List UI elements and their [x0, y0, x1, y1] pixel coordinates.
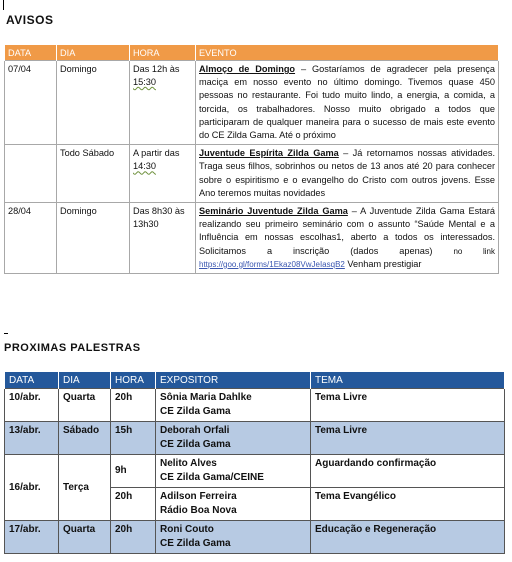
row-time [130, 203, 196, 274]
speaker-center: Rádio Boa Nova [160, 505, 237, 516]
speaker-center: CE Zilda Gama [160, 406, 231, 417]
row-speaker [156, 521, 311, 554]
palestras-header-row [5, 372, 505, 389]
table-row [5, 389, 505, 422]
header-hora: HORA [130, 45, 196, 61]
time-value: 13h30 [133, 219, 159, 230]
table-row [5, 61, 499, 145]
row-day: Sábado [59, 422, 111, 455]
header-dia: DIA [59, 372, 111, 389]
speaker-name: Nelito Alves [160, 458, 217, 469]
header-evento: EVENTO [196, 45, 499, 61]
speaker-center: CE Zilda Gama [160, 439, 231, 450]
table-row [5, 422, 505, 455]
row-theme: Aguardando confirmação [311, 455, 505, 488]
table-row [5, 521, 505, 554]
time-prefix: A partir das [133, 148, 180, 159]
row-day: Quarta [59, 389, 111, 422]
time-prefix: Das 12h às [133, 64, 180, 74]
table-row [5, 203, 499, 274]
row-time: 20h [111, 488, 156, 521]
palestras-title: PROXIMAS PALESTRAS [4, 342, 141, 354]
row-time [130, 145, 196, 203]
row-date [5, 145, 57, 203]
row-theme: Tema Livre [311, 389, 505, 422]
palestras-table [4, 372, 505, 554]
row-time: 9h [111, 455, 156, 488]
table-row [5, 455, 505, 488]
row-event [196, 145, 499, 203]
row-time: 15h [111, 422, 156, 455]
speaker-center: CE Zilda Gama [160, 538, 231, 549]
avisos-title: AVISOS [6, 13, 54, 27]
row-date: 16/abr. [5, 455, 59, 521]
row-event [196, 203, 499, 274]
row-date: 17/abr. [5, 521, 59, 554]
row-date: 10/abr. [5, 389, 59, 422]
row-theme: Educação e Regeneração [311, 521, 505, 554]
event-text: – Gostaríamos de agradecer pela presença maciça em nosso evento no último domingo. Tivemos quase 450 pessoas no restaurante. Foi tudo muito lindo, a energia, a comida, a torcida, os trabalhadores. Nosso muito obrigado a todos que participaram de qualquer maneira para o sucesso de mais este evento do CE Zilda Gama. Até o próximo [199, 64, 495, 141]
row-day: Todo Sábado [57, 145, 130, 203]
row-speaker [156, 389, 311, 422]
separator-mark [4, 333, 8, 334]
row-speaker [156, 488, 311, 521]
row-day: Terça [59, 455, 111, 521]
speaker-center: CE Zilda Gama/CEINE [160, 472, 264, 483]
header-data: DATA [5, 45, 57, 61]
header-hora: HORA [111, 372, 156, 389]
speaker-name: Roni Couto [160, 524, 214, 535]
row-time: 20h [111, 389, 156, 422]
event-title: Juventude Espírita Zilda Gama [199, 148, 339, 159]
table-row [5, 145, 499, 203]
row-event [196, 61, 499, 145]
speaker-name: Sônia Maria Dahlke [160, 392, 252, 403]
time-prefix: Das 8h30 às [133, 206, 185, 217]
speaker-name: Adilson Ferreira [160, 491, 237, 502]
avisos-table [4, 45, 499, 274]
row-time [130, 61, 196, 145]
header-tema: TEMA [311, 372, 505, 389]
event-suffix: Venham prestigiar [344, 258, 422, 269]
time-value: 15:30 [133, 77, 156, 88]
event-text: – Já retornamos nossas atividades. Traga seus filhos, sobrinhos ou netos de 13 anos até 20 para conhecer sobre o espiritismo e o evangelho do Cristo com outros jovens. Esse Ano teremos muitas novidades [199, 148, 496, 198]
speaker-name: Deborah Orfali [160, 425, 230, 436]
header-dia: DIA [57, 45, 130, 61]
text-cursor [3, 0, 4, 10]
link-prefix: no link [453, 246, 495, 256]
row-date: 13/abr. [5, 422, 59, 455]
row-date: 07/04 [5, 61, 57, 145]
header-expositor: EXPOSITOR [156, 372, 311, 389]
row-date: 28/04 [5, 203, 57, 274]
header-data: DATA [5, 372, 59, 389]
row-day: Quarta [59, 521, 111, 554]
avisos-header-row [5, 45, 499, 61]
row-day: Domingo [57, 203, 130, 274]
registration-link[interactable]: https://goo.gl/forms/1Ekaz08VwJeIasqB2 [199, 259, 345, 269]
row-theme: Tema Livre [311, 422, 505, 455]
row-speaker [156, 455, 311, 488]
event-text: – A Juventude Zilda Gama Estará realizando seu primeiro seminário com o assunto “Saúde Mental e a Influência em nossas escolhas1, aberto a todos os interessados. Solicitamos a inscrição (dados apenas) [199, 206, 495, 256]
row-speaker [156, 422, 311, 455]
row-day: Domingo [57, 61, 130, 145]
event-title: Seminário Juventude Zilda Gama [199, 206, 348, 217]
row-time: 20h [111, 521, 156, 554]
event-title: Almoço de Domingo [199, 64, 296, 74]
time-value: 14:30 [133, 161, 156, 172]
row-theme: Tema Evangélico [311, 488, 505, 521]
